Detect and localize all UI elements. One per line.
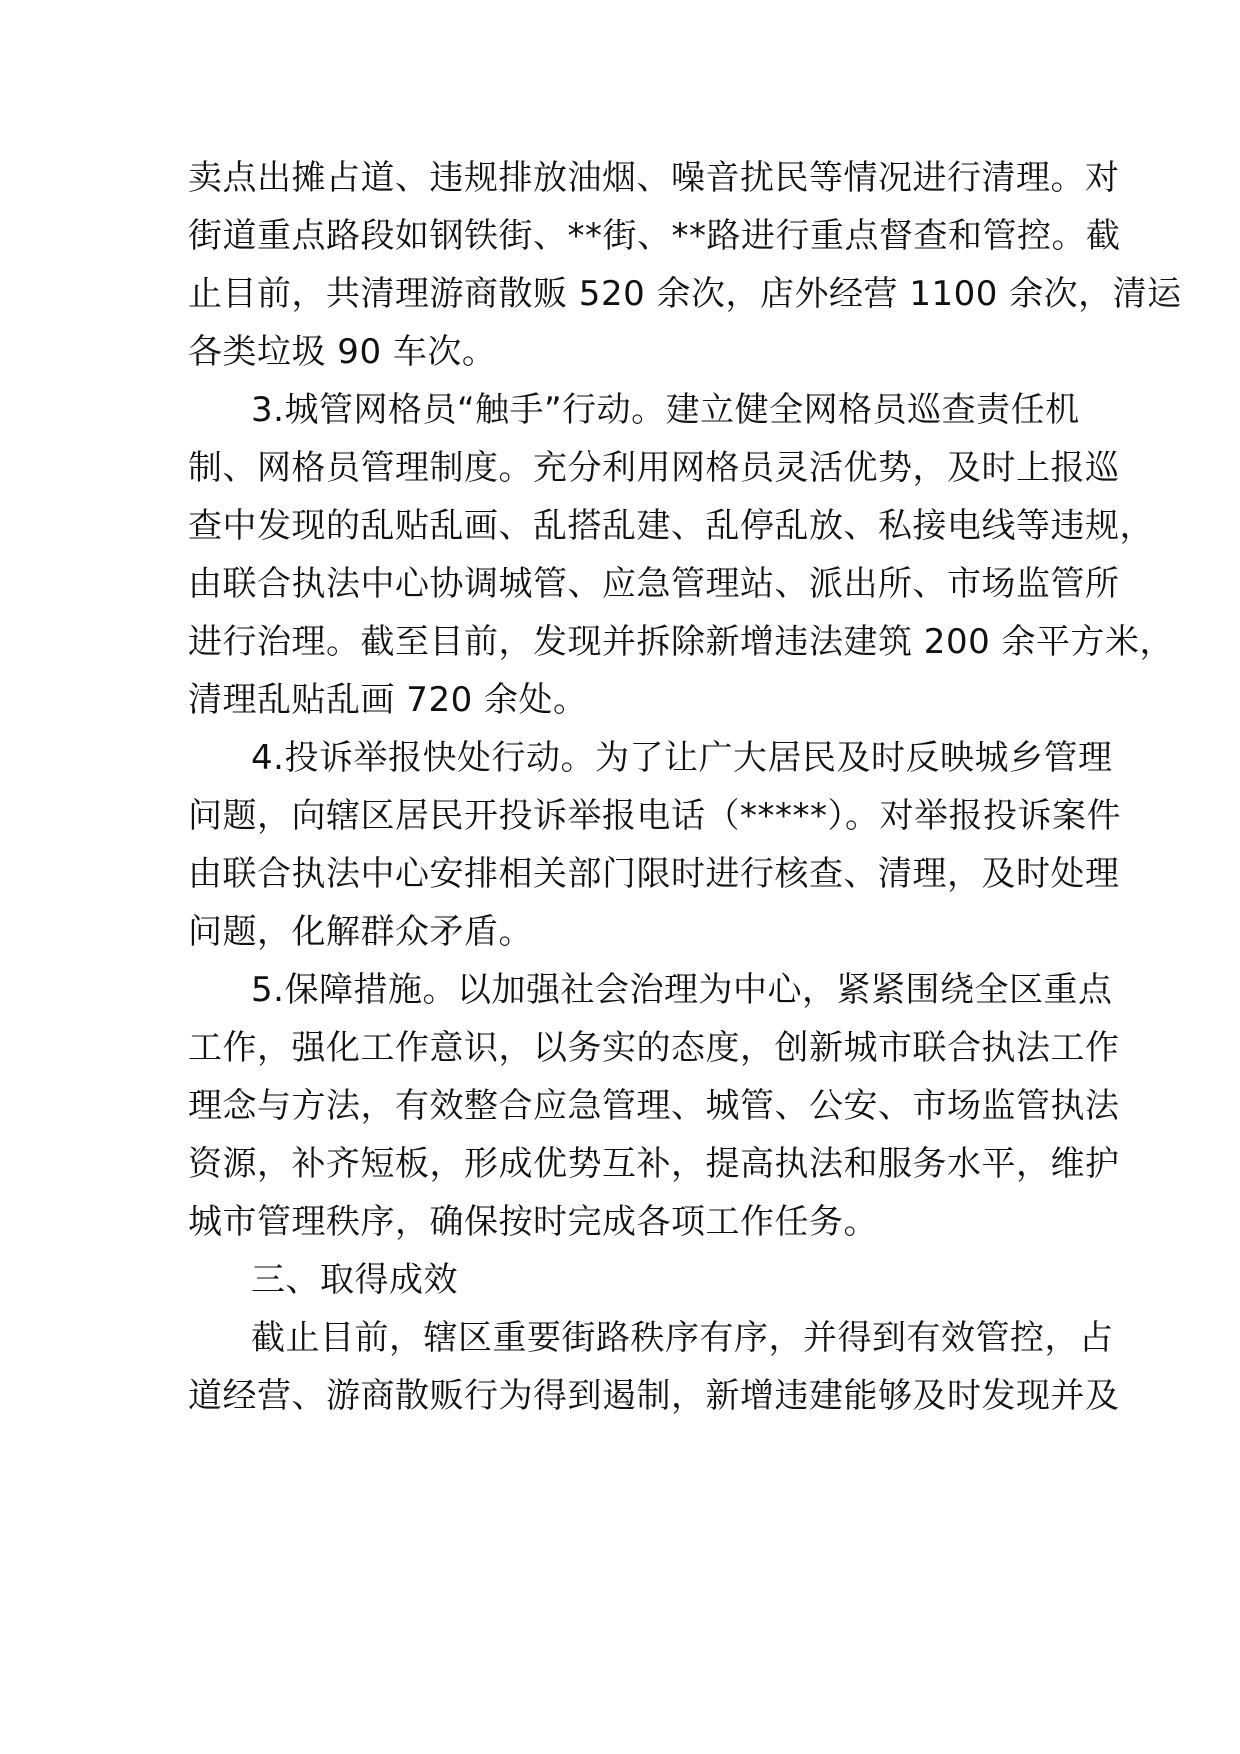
text-line: 制、网格员管理制度。充分利用网格员灵活优势，及时上报巡 bbox=[188, 448, 1120, 488]
text-line: 道经营、游商散贩行为得到遏制，新增违建能够及时发现并及 bbox=[188, 1376, 1120, 1416]
text-line: 止目前，共清理游商散贩 520 余次，店外经营 1100 余次，清运 bbox=[188, 274, 1182, 314]
text-line: 资源，补齐短板，形成优势互补，提高执法和服务水平，维护 bbox=[188, 1144, 1120, 1184]
text-line: 进行治理。截至目前，发现并拆除新增违法建筑 200 余平方米， bbox=[188, 622, 1175, 662]
text-line: 由联合执法中心协调城管、应急管理站、派出所、市场监管所 bbox=[188, 564, 1120, 604]
text-line: 问题，化解群众矛盾。 bbox=[188, 912, 533, 952]
text-line: 问题，向辖区居民开投诉举报电话（*****）。对举报投诉案件 bbox=[188, 796, 1121, 836]
section-heading-5: 5.保障措施。以加强社会治理为中心，紧紧围绕全区重点 bbox=[251, 970, 1113, 1010]
section-heading-4: 4.投诉举报快处行动。为了让广大居民及时反映城乡管理 bbox=[251, 738, 1113, 778]
text-line: 理念与方法，有效整合应急管理、城管、公安、市场监管执法 bbox=[188, 1086, 1120, 1126]
text-line: 清理乱贴乱画 720 余处。 bbox=[188, 680, 588, 720]
text-line: 各类垃圾 90 车次。 bbox=[188, 332, 497, 372]
text-line: 卖点出摊占道、违规排放油烟、噪音扰民等情况进行清理。对 bbox=[188, 158, 1120, 198]
section-heading-3: 3.城管网格员“触手”行动。建立健全网格员巡查责任机 bbox=[251, 390, 1080, 430]
text-line: 查中发现的乱贴乱画、乱搭乱建、乱停乱放、私接电线等违规， bbox=[188, 506, 1154, 546]
text-line: 城市管理秩序，确保按时完成各项工作任务。 bbox=[188, 1202, 878, 1242]
text-line: 由联合执法中心安排相关部门限时进行核查、清理，及时处理 bbox=[188, 854, 1120, 894]
text-line: 街道重点路段如钢铁街、**街、**路进行重点督查和管控。截 bbox=[188, 216, 1121, 256]
text-line: 截止目前，辖区重要街路秩序有序，并得到有效管控，占 bbox=[251, 1318, 1114, 1358]
text-line: 工作，强化工作意识，以务实的态度，创新城市联合执法工作 bbox=[188, 1028, 1120, 1068]
chapter-heading: 三、取得成效 bbox=[251, 1260, 458, 1300]
